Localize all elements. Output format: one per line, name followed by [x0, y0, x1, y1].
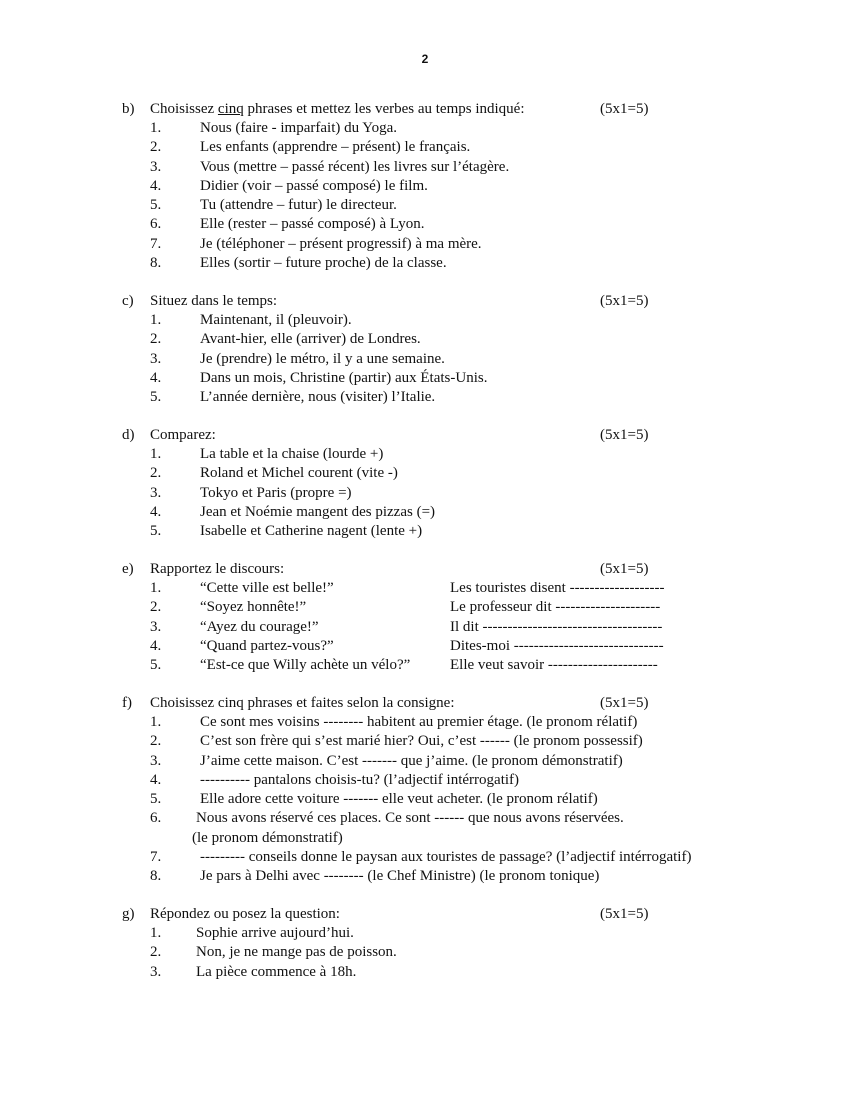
- question-title: Choisissez cinq phrases et faites selon la consigne:: [150, 695, 455, 711]
- question-marks: (5x1=5): [600, 427, 649, 443]
- list-item: 4. Dans un mois, Christine (partir) aux États-Unis.: [150, 369, 488, 386]
- question-letter: b): [122, 101, 135, 117]
- question-letter: d): [122, 427, 135, 443]
- list-item: 1. “Cette ville est belle!” Les touristes disent -------------------: [0, 579, 850, 598]
- reported-prompt: Il dit ------------------------------------: [450, 618, 663, 635]
- question-d: [0, 426, 850, 541]
- list-item: 5. L’année dernière, nous (visiter) l’Italie.: [150, 389, 436, 406]
- reported-prompt: Elle veut savoir ----------------------: [450, 657, 658, 674]
- question-marks: (5x1=5): [600, 293, 649, 309]
- list-item: 1. Nous (faire - imparfait) du Yoga.: [150, 120, 398, 136]
- question-f: [0, 694, 850, 887]
- question-letter: g): [122, 906, 135, 922]
- list-item: 4. “Quand partez-vous?” Dites-moi ------------------------------: [0, 637, 850, 656]
- list-item: 5. Elle adore cette voiture ------- elle veut acheter. (le pronom rélatif): [150, 791, 598, 808]
- list-item: 3. “Ayez du courage!” Il dit ------------------------------------: [0, 618, 850, 637]
- list-item: 8. Je pars à Delhi avec -------- (le Chef Ministre) (le pronom tonique): [150, 868, 600, 885]
- list-item: 2. Roland et Michel courent (vite -): [150, 465, 398, 482]
- list-item: 6. Nous avons réservé ces places. Ce sont ------ que nous avons réservées.: [150, 810, 624, 827]
- list-item: 4. Jean et Noémie mangent des pizzas (=): [150, 503, 436, 520]
- question-e: [0, 560, 850, 675]
- list-item: 2. Les enfants (apprendre – présent) le français.: [150, 139, 471, 156]
- list-item: 3. Vous (mettre – passé récent) les livres sur l’étagère.: [150, 158, 510, 175]
- list-item: 6. Elle (rester – passé composé) à Lyon.: [150, 216, 425, 233]
- question-marks: (5x1=5): [600, 906, 649, 922]
- question-title: Situez dans le temps:: [150, 293, 278, 309]
- question-title: Choisissez cinq phrases et mettez les verbes au temps indiqué:: [150, 101, 525, 117]
- list-item: 5. Isabelle et Catherine nagent (lente +): [150, 523, 423, 540]
- list-item: 1. Sophie arrive aujourd’hui.: [150, 925, 354, 941]
- question-title: Rapportez le discours:: [150, 561, 285, 577]
- list-item: 2. Avant-hier, elle (arriver) de Londres.: [150, 331, 421, 348]
- list-item: 2. Non, je ne mange pas de poisson.: [150, 944, 397, 961]
- list-item: 3. Je (prendre) le métro, il y a une semaine.: [150, 350, 445, 367]
- reported-prompt: Dites-moi ------------------------------: [450, 637, 664, 654]
- list-item: 2. “Soyez honnête!” Le professeur dit ---------------------: [0, 598, 850, 617]
- list-item: 2. C’est son frère qui s’est marié hier? Oui, c’est ------ (le pronom possessif): [150, 733, 643, 750]
- list-item: 1. La table et la chaise (lourde +): [150, 446, 384, 462]
- list-item: 3. La pièce commence à 18h.: [150, 963, 357, 980]
- question-marks: (5x1=5): [600, 695, 649, 711]
- list-item: 4. ---------- pantalons choisis-tu? (l’adjectif intérrogatif): [150, 771, 520, 788]
- list-item: 3. Tokyo et Paris (propre =): [150, 484, 352, 501]
- question-letter: f): [122, 695, 132, 711]
- list-item: 7. --------- conseils donne le paysan aux touristes de passage? (l’adjectif intérrogatif): [150, 849, 692, 866]
- list-item: 8. Elles (sortir – future proche) de la classe.: [150, 255, 447, 272]
- list-item: 1. Maintenant, il (pleuvoir).: [150, 312, 352, 328]
- reported-prompt: Les touristes disent -------------------: [450, 580, 665, 596]
- question-marks: (5x1=5): [600, 101, 649, 117]
- list-item-continuation: (le pronom démonstratif): [192, 829, 343, 846]
- list-item: 3. J’aime cette maison. C’est ------- que j’aime. (le pronom démonstratif): [150, 752, 623, 769]
- question-title: Comparez:: [150, 427, 216, 443]
- list-item: 5. Tu (attendre – futur) le directeur.: [150, 197, 397, 214]
- page-number: 2: [421, 52, 429, 66]
- question-letter: e): [122, 561, 134, 577]
- question-letter: c): [122, 293, 134, 309]
- reported-prompt: Le professeur dit ---------------------: [450, 599, 661, 616]
- question-g: [0, 905, 850, 982]
- list-item: 4. Didier (voir – passé composé) le film.: [150, 177, 428, 194]
- question-b: [0, 100, 850, 273]
- question-title: Répondez ou posez la question:: [150, 906, 340, 922]
- question-c: [0, 292, 850, 407]
- list-item: 5. “Est-ce que Willy achète un vélo?” Elle veut savoir ----------------------: [0, 656, 850, 675]
- question-marks: (5x1=5): [600, 561, 649, 577]
- list-item: 1. Ce sont mes voisins -------- habitent au premier étage. (le pronom rélatif): [150, 714, 638, 730]
- list-item: 7. Je (téléphoner – présent progressif) à ma mère.: [150, 235, 482, 252]
